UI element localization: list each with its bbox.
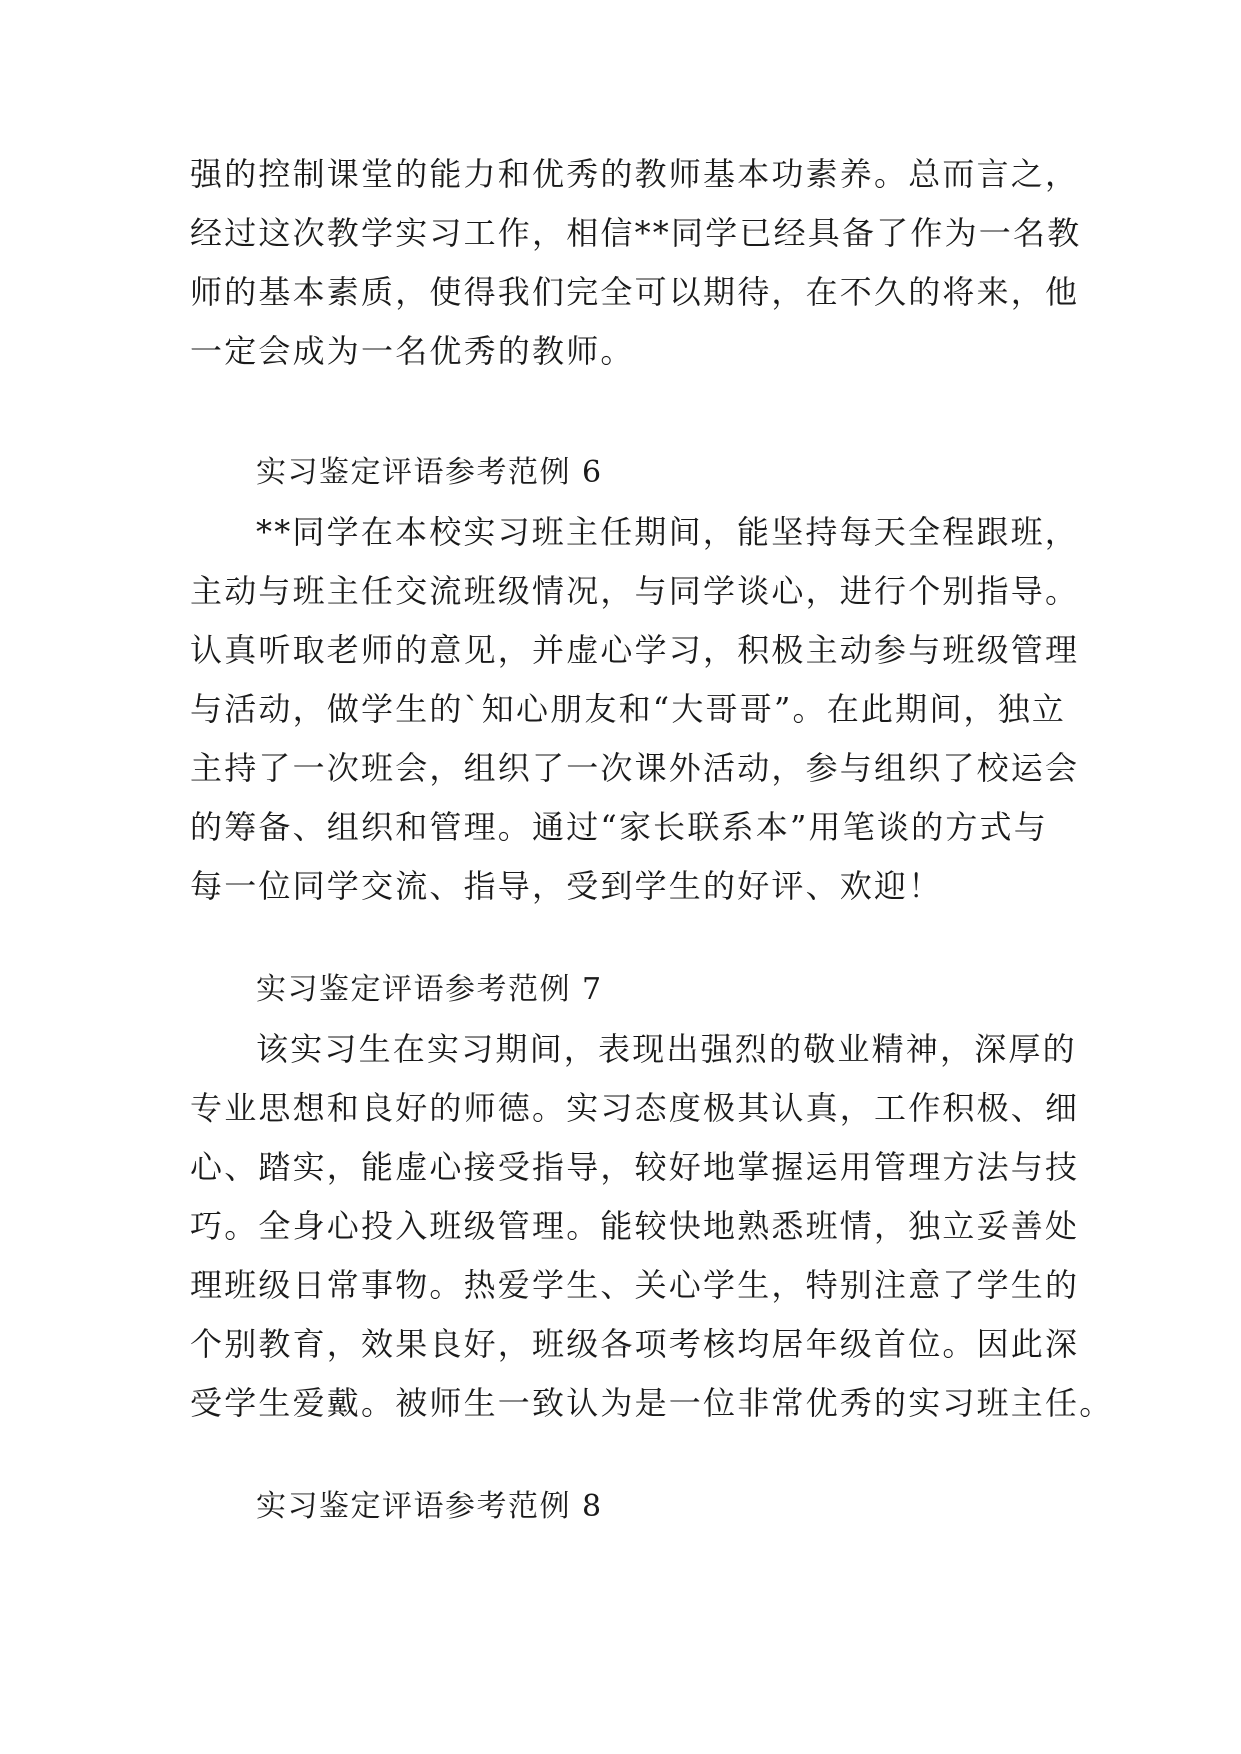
paragraph-line: 认真听取老师的意见，并虚心学习，积极主动参与班级管理 [190,631,1080,669]
paragraph-line: 该实习生在实习期间，表现出强烈的敬业精神，深厚的 [256,1030,1077,1068]
paragraph-line: 主持了一次班会，组织了一次课外活动，参与组织了校运会 [190,749,1080,787]
paragraph-line: 主动与班主任交流班级情况，与同学谈心，进行个别指导。 [190,572,1080,610]
section-heading: 实习鉴定评语参考范例 8 [256,1489,603,1524]
paragraph-line: 个别教育，效果良好，班级各项考核均居年级首位。因此深 [190,1325,1080,1363]
paragraph-line: 理班级日常事物。热爱学生、关心学生，特别注意了学生的 [190,1266,1080,1304]
section-heading: 实习鉴定评语参考范例 7 [256,972,603,1007]
paragraph-line: 与活动，做学生的`知心朋友和“大哥哥”。在此期间，独立 [190,690,1067,728]
paragraph-line: 每一位同学交流、指导，受到学生的好评、欢迎！ [190,867,943,905]
paragraph-line: 专业思想和良好的师德。实习态度极其认真，工作积极、细 [190,1089,1080,1127]
paragraph-line: 一定会成为一名优秀的教师。 [190,332,635,370]
section-heading: 实习鉴定评语参考范例 6 [256,455,603,490]
paragraph-line: **同学在本校实习班主任期间，能坚持每天全程跟班， [256,513,1080,551]
paragraph-line: 经过这次教学实习工作，相信**同学已经具备了作为一名教 [190,214,1082,252]
paragraph-line: 心、踏实，能虚心接受指导，较好地掌握运用管理方法与技 [190,1148,1080,1186]
paragraph-line: 强的控制课堂的能力和优秀的教师基本功素养。总而言之， [190,155,1080,193]
paragraph-line: 师的基本素质，使得我们完全可以期待，在不久的将来，他 [190,273,1080,311]
paragraph-line: 受学生爱戴。被师生一致认为是一位非常优秀的实习班主任。 [190,1384,1114,1422]
paragraph-line: 的筹备、组织和管理。通过“家长联系本”用笔谈的方式与 [190,808,1048,846]
paragraph-line: 巧。全身心投入班级管理。能较快地熟悉班情，独立妥善处 [190,1207,1080,1245]
